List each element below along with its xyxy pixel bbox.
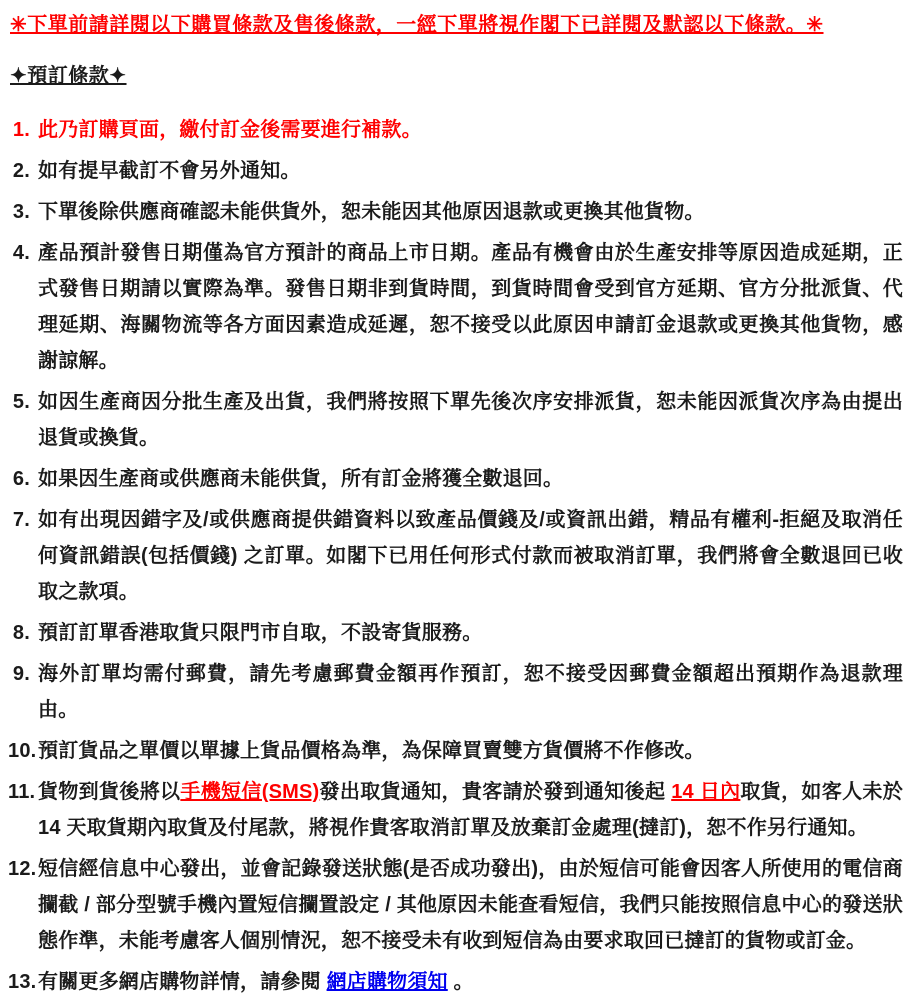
term-text: 。	[447, 971, 474, 993]
terms-item-5	[8, 384, 903, 456]
pre-order-terms-heading: ✦預訂條款✦	[10, 65, 127, 87]
term-text: 如有提早截訂不會另外通知。	[38, 160, 301, 182]
term-text: 貨物到貨後將以	[38, 781, 181, 803]
item-number: 8.	[12, 622, 30, 644]
term-text: 預訂貨品之單價以單據上貨品價格為準，為保障買賣雙方貨價將不作修改。	[38, 740, 705, 762]
terms-item-13	[8, 964, 903, 1000]
term-text: 有關更多網店購物詳情，請參閱	[38, 971, 327, 993]
term-text: 短信經信息中心發出，並會記錄發送狀態(是否成功發出)，由於短信可能會因客人所使用的電信商攔截 / 部分型號手機內置短信攔置設定 / 其他原因未能查看短信，我們只能按照信息中心的發送狀態作準，未能考慮客人個別情況，恕不接受未有收到短信為由要求取回已撻訂的貨物或訂金。	[38, 858, 903, 952]
item-number: 13.	[8, 971, 37, 993]
terms-item-3	[8, 194, 903, 230]
item-number: 4.	[12, 242, 30, 264]
terms-item-11	[8, 774, 903, 846]
terms-item-10	[8, 733, 903, 769]
item-number: 5.	[12, 391, 30, 413]
term-text: 發出取貨通知，貴客請於發到通知後起	[319, 781, 672, 803]
term-text: 如有出現因錯字及/或供應商提供錯資料以致產品價錢及/或資訊出錯，精品有權利-拒絕及取消任何資訊錯誤(包括價錢) 之訂單。如閣下已用任何形式付款而被取消訂單，我們將會全數退回已收取之款項。	[38, 509, 903, 603]
item-number: 6.	[12, 468, 30, 490]
pre-order-notice-banner: ✳下單前請詳閱以下購買條款及售後條款，一經下單將視作閣下已詳閱及默認以下條款。✳	[10, 14, 824, 36]
item-number: 11.	[8, 781, 36, 803]
highlighted-text: 手機短信(SMS)	[180, 781, 320, 803]
item-number: 7.	[12, 509, 30, 531]
item-number: 3.	[12, 201, 30, 223]
terms-item-1	[8, 112, 903, 148]
term-text: 預訂訂單香港取貨只限門市自取，不設寄貨服務。	[38, 622, 483, 644]
term-text: 此乃訂購頁面，繳付訂金後需要進行補款。	[38, 119, 422, 141]
item-number: 10.	[8, 740, 37, 762]
terms-item-7	[8, 502, 903, 610]
item-number: 12.	[8, 858, 37, 880]
term-text: 下單後除供應商確認未能供貨外，恕未能因其他原因退款或更換其他貨物。	[38, 201, 705, 223]
terms-item-12	[8, 851, 903, 959]
item-number: 1.	[12, 119, 30, 141]
terms-item-6	[8, 461, 903, 497]
item-number: 9.	[12, 663, 30, 685]
terms-list	[8, 112, 903, 1000]
shop-guide-link[interactable]: 網店購物須知	[326, 971, 448, 993]
terms-item-9	[8, 656, 903, 728]
term-text: 如因生產商因分批生產及出貨，我們將按照下單先後次序安排派貨，恕未能因派貨次序為由提出退貨或換貨。	[38, 391, 903, 449]
term-text: 取貨，如客人未於 14 天取貨期內取貨及付尾款，將視作貴客取消訂單及放棄訂金處理(撻訂)，恕不作另行通知。	[38, 781, 903, 839]
term-text: 產品預計發售日期僅為官方預計的商品上市日期。產品有機會由於生產安排等原因造成延期，正式發售日期請以實際為準。發售日期非到貨時間，到貨時間會受到官方延期、官方分批派貨、代理延期、海關物流等各方面因素造成延遲，恕不接受以此原因申請訂金退款或更換其他貨物，感謝諒解。	[38, 242, 903, 372]
item-number: 2.	[12, 160, 30, 182]
term-text: 海外訂單均需付郵費，請先考慮郵費金額再作預訂，恕不接受因郵費金額超出預期作為退款理由。	[38, 663, 903, 721]
term-text: 如果因生產商或供應商未能供貨，所有訂金將獲全數退回。	[38, 468, 564, 490]
terms-item-8	[8, 615, 903, 651]
terms-item-2	[8, 153, 903, 189]
highlighted-text: 14 日內	[671, 781, 741, 803]
terms-item-4	[8, 235, 903, 379]
